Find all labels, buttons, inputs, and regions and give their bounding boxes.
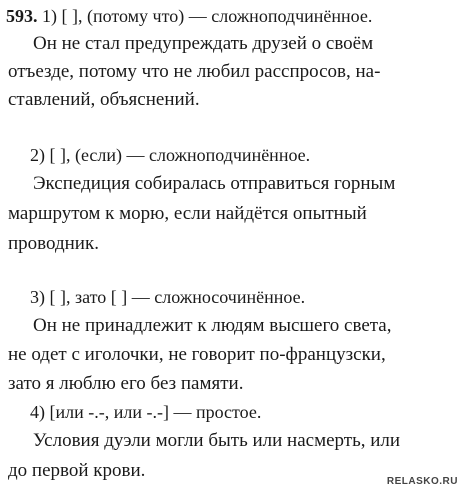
item-2-line-2: маршрутом к морю, если найдётся опытный [8, 203, 367, 224]
item-2-line-1: Экспедиция собиралась отправиться горным [33, 173, 396, 194]
item-1-line-1: Он не стал предупреждать друзей о своём [33, 33, 374, 54]
item-1-scheme [6, 6, 372, 27]
item-4-line-1: Условия дуэли могли быть или насмерть, или [33, 430, 401, 451]
item-4-line-2: до первой крови. [8, 460, 146, 481]
item-2-scheme: 2) [ ], (если) — сложноподчинённое. [30, 145, 311, 165]
item-1-line-3: ставлений, объяснений. [8, 89, 200, 110]
item-1-line-2: отъезде, потому что не любил расспросов, на- [8, 61, 381, 82]
item-3-line-2: не одет с иголочки, не говорит по-французски, [8, 344, 386, 365]
item-3-line-3: зато я люблю его без памяти. [8, 373, 244, 394]
exercise-number: 593. [6, 6, 38, 26]
item-3-line-1: Он не принадлежит к людям высшего света, [33, 315, 392, 336]
item-3-scheme: 3) [ ], зато [ ] — сложносочинённое. [30, 287, 306, 307]
watermark: RELASKO.RU [386, 476, 458, 487]
item-1-scheme-text: 1) [ ], (потому что) — сложноподчинённое. [42, 6, 373, 26]
item-4-scheme: 4) [или -.-, или -.-] — простое. [30, 402, 262, 422]
item-2-line-3: проводник. [8, 233, 99, 254]
